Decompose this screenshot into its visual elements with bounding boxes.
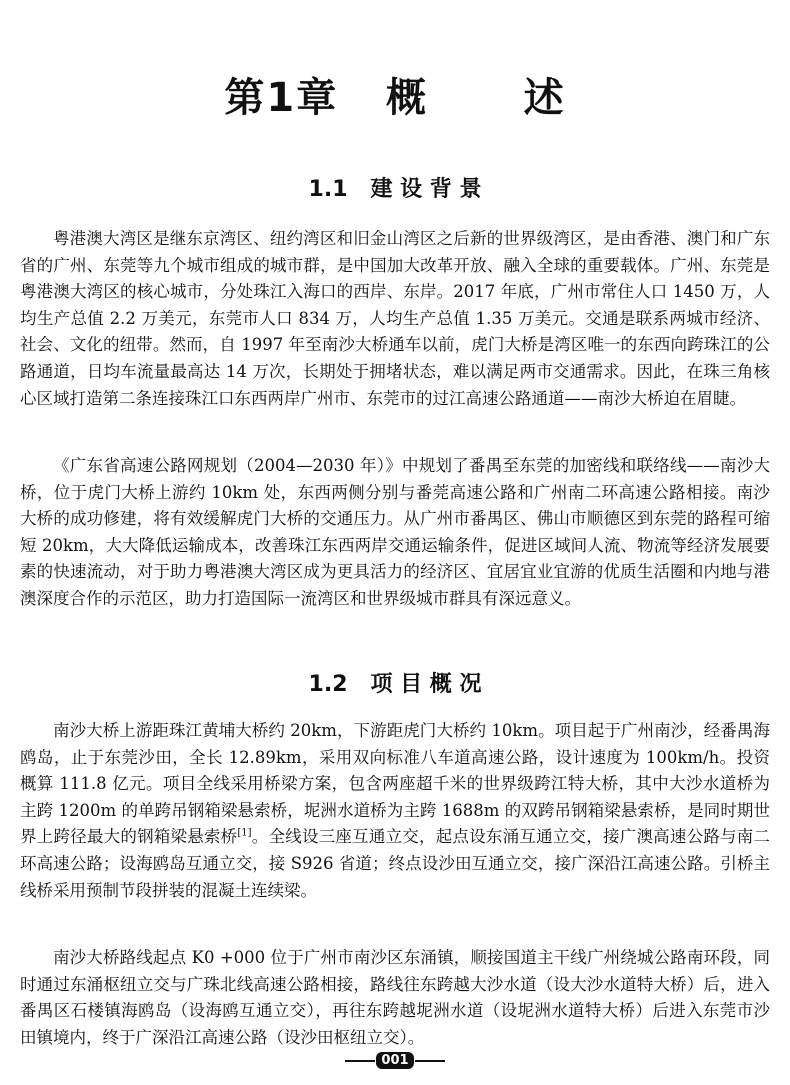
paragraph-text: 。全线设三座互通立交，起点设东涌互通立交，接广澳高速公路与南二环高速公路；设海鸥岛互通立交，接 S926 省道；终点设沙田互通立交，接广深沿江高速公路。引桥主线桥采用预制节段拼装的混凝土连续梁。	[20, 827, 771, 900]
footer-rule-right	[415, 1060, 445, 1062]
paragraph-background-2: 《广东省高速公路网规划（2004—2030 年）》中规划了番禺至东莞的加密线和联络线——南沙大桥，位于虎门大桥上游约 10km 处，东西两侧分别与番莞高速公路和广州南二环高速公路相接。南沙大桥的成功修建，将有效缓解虎门大桥的交通压力。从广州市番禺区、佛山市顺德区到东莞的路程可缩短 20km，大大降低运输成本，改善珠江东西两岸交通运输条件，促进区域间人流、物流等经济发展要素的快速流动，对于助力粤港澳大湾区成为更具活力的经济区、宜居宜业宜游的优质生活圈和内地与港澳深度合作的示范区，助力打造国际一流湾区和世界级城市群具有深远意义。	[20, 456, 770, 608]
section-title-overview: 1.2 项 目 概 况	[308, 672, 482, 697]
paragraph-background-1: 粤港澳大湾区是继东京湾区、纽约湾区和旧金山湾区之后新的世界级湾区，是由香港、澳门和广东省的广州、东莞等九个城市组成的城市群，是中国加大改革开放、融入全球的重要载体。广州、东莞是粤港澳大湾区的核心城市，分处珠江入海口的西岸、东岸。2017 年底，广州市常住人口 1450 万，人均生产总值 2.2 万美元，东莞市人口 834 万，人均生产总值 1.35 万美元。交通是联系两城市经济、社会、文化的纽带。然而，自 1997 年至南沙大桥通车以前，虎门大桥是湾区唯一的东西向跨珠江的公路通道，日均车流量最高达 14 万次，长期处于拥堵状态，难以满足两市交通需求。因此，在珠三角核心区域打造第二条连接珠江口东西两岸广州市、东莞市的过江高速公路通道——南沙大桥迫在眉睫。	[20, 229, 770, 408]
citation-ref[interactable]: [1]	[237, 827, 252, 839]
paragraph-overview-1	[20, 718, 770, 904]
section-title-background: 1.1 建 设 背 景	[308, 177, 482, 202]
paragraph-text: 南沙大桥上游距珠江黄埔大桥约 20km，下游距虎门大桥约 10km。项目起于广州南沙，经番禺海鸥岛，止于东莞沙田，全长 12.89km，采用双向标准八车道高速公路，设计速度为 100km/h。投资概算 111.8 亿元。项目全线采用桥梁方案，包含两座超千米的世界级跨江特大桥，其中大沙水道桥为主跨 1200m 的单跨吊钢箱梁悬索桥，坭洲水道桥为主跨 1688m 的双跨吊钢箱梁悬索桥，是同时期世界上跨径最大的钢箱梁悬索桥	[20, 721, 770, 847]
chapter-title: 第1章 概 述	[224, 75, 566, 121]
paragraph-overview-2: 南沙大桥路线起点 K0 +000 位于广州市南沙区东涌镇，顺接国道主干线广州绕城公路南环段，同时通过东涌枢纽立交与广珠北线高速公路相接，路线往东跨越大沙水道（设大沙水道特大桥）后，进入番禺区石楼镇海鸥岛（设海鸥互通立交），再往东跨越坭洲水道（设坭洲水道特大桥）后进入东莞市沙田镇境内，终于广深沿江高速公路（设沙田枢纽立交）。	[20, 948, 770, 1047]
page-number: 001	[376, 1052, 413, 1069]
page-footer	[0, 1052, 790, 1069]
footer-rule-left	[345, 1060, 375, 1062]
